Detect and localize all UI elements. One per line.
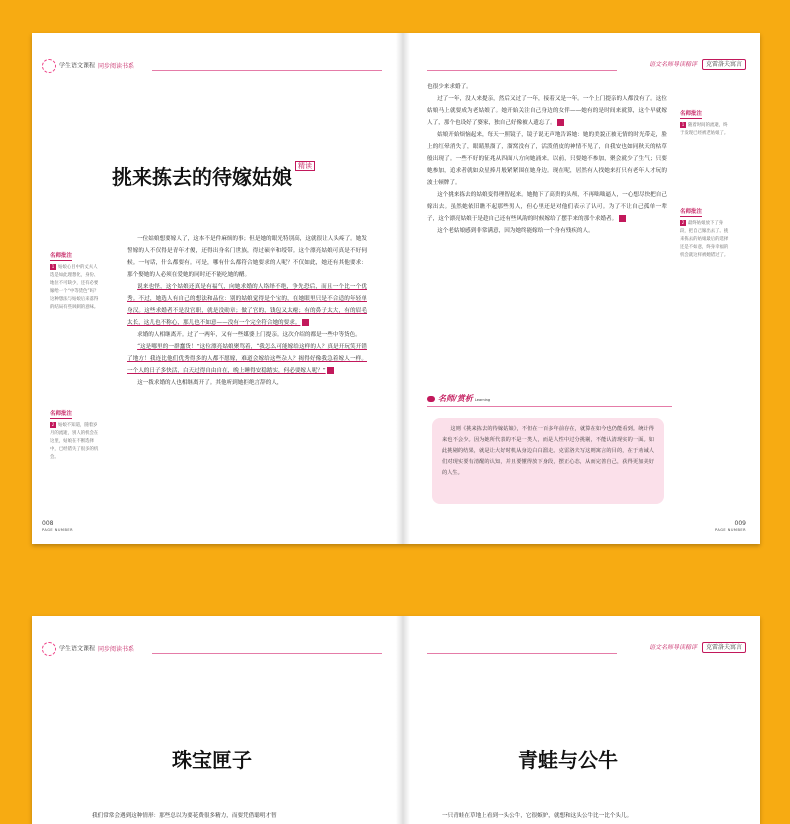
note-label: 名师批注 (680, 111, 703, 117)
story-title-right: 青蛙与公牛 (518, 748, 618, 772)
note-number: 1 (51, 264, 55, 269)
annotation-marker: 1 (557, 119, 564, 126)
book-spread-lower (32, 616, 760, 824)
flower-ornament-icon (42, 642, 56, 656)
paragraph (427, 189, 667, 225)
appreciation-text: 这则《挑来拣去的待嫁姑娘》，不但在一百多年前存在，就算在如今也仍能看到。统计得来也不会少。因为她所代表的不是一类人，而是人性中过分挑剔，不能认清现实的一面。如此挑剔的结果，就是让大好时机从身边白白溜走。克雷洛夫写这则寓言的目的，在于劝诫人们对现实要有清醒的认知，并且要懂得放下身段，摆正心态，从而完善自己，获得更加美好的人生。 (442, 426, 654, 476)
appreciation-heading (427, 393, 490, 404)
page-number: 008 (42, 520, 54, 527)
margin-note (680, 111, 730, 138)
page-number: 009 (734, 520, 746, 527)
header-label: 学生语文课程 (59, 62, 96, 70)
note-label: 名师批注 (50, 411, 73, 417)
right-page-body (427, 81, 667, 237)
header-book-title: 克雷洛夫寓言 (702, 59, 746, 70)
annotation-marker: 2 (327, 367, 334, 374)
paragraph: 这一拨求婚的人也相继离开了。其他听到她拒绝言辞的人， (137, 380, 283, 386)
running-header-left (42, 642, 134, 656)
intensive-reading-badge: 精读 (295, 161, 315, 171)
paragraph: 也很少来求婚了。 (427, 84, 472, 90)
page-number-left (42, 520, 73, 534)
header-rule-right (427, 653, 617, 654)
book-gutter (396, 33, 410, 544)
story-title-left: 珠宝匣子 (172, 748, 252, 772)
header-tag: 语文名师导读精评 (648, 644, 697, 651)
running-header-right (649, 642, 746, 651)
left-page-body (127, 233, 367, 389)
note-text: 最终姑娘放下了身段，把自己嫁出去了。挑来拣去的姑娘最后的选择还是不如意，终身幸福的机会就这样被她错过了。 (680, 221, 729, 258)
paragraph (427, 93, 667, 129)
annotated-text: “这是哪里的一群蠢货！”这位漂亮姑娘聚骂着，“我怎么可能嫁给这样的人？真是开玩笑开错了地方！我连比他们优秀得多的人都不愿嫁，难道会嫁给这些杂人？揭得好像我急着嫁人一样。一个人的日子多快活，白天过得自由自在，晚上睡得安稳踏实，何必要嫁人呢？” (127, 344, 367, 374)
note-text: 姑娘心目中的丈夫人选是如此理想化，身份、地位不可缺少，还有必要嫁给一个“中等货色”吗？这种想法与姑娘后来落得的结局有些讽刺的意味。 (50, 265, 99, 310)
appreciation-subtitle: Learning (474, 398, 491, 402)
page-number-right (715, 520, 746, 534)
running-header-right (649, 59, 746, 68)
story-title-text: 挑来拣去的待嫁姑娘 (112, 165, 292, 189)
book-spread-upper (32, 33, 760, 544)
page-number-caption: PAGE NUMBER (42, 528, 73, 532)
header-rule-left (152, 70, 382, 71)
paragraph-text: 这个挑来拣去的姑娘变得理智起来。她抛下了高贵的头颅，不再咄咄逼人，一心想尽快把自己嫁出去。虽然她依旧瞧不起那些男人，但心里还是对他们表示了认可。为了不让自己孤单一辈子，这个漂亮姑娘于是趁自己还有些风韵的时候嫁给了摆手来的那个求婚者。 (427, 192, 667, 222)
paragraph: 一位姑娘想要嫁人了，这本不是件麻烦的事；但是她的眼光特别高，这就很让人头疼了。她发誓嫁的人不仅得是青年才俊，还得出身名门世族，得过硕辛和绶带。这个漂亮姑娘可真是不好伺候。一句话，什么都要有。可是，哪有什么都符合她要求的人呢？不仅如此，她还有其他要求：那个娶她的人必须在爱她的同时还不能吃她的醋。 (127, 236, 367, 278)
story-title (112, 161, 315, 190)
note-number: 2 (51, 422, 55, 427)
header-tag: 语文名师导读精评 (648, 61, 697, 68)
note-text: 姑娘不知道，随着岁月的流逝，别人的机会在这里，姑娘在不断选择中，已经错失了很多的机会。 (50, 423, 99, 460)
flower-ornament-icon (42, 59, 56, 73)
header-series: 同步阅读书系 (98, 62, 135, 70)
margin-note (50, 253, 100, 312)
appreciation-rule (427, 406, 672, 407)
header-series: 同步阅读书系 (98, 645, 135, 653)
note-label: 名师批注 (680, 209, 703, 215)
margin-note (50, 411, 100, 462)
appreciation-title: 名师/赏析 (438, 394, 473, 403)
annotation-marker: 1 (302, 319, 309, 326)
right-first-line: 一只青蛙在草地上看到一头公牛，它很嫉妒，就想和这头公牛比一比个头儿。 (442, 813, 633, 819)
note-number: 1 (681, 122, 685, 127)
annotation-marker: 2 (619, 215, 626, 222)
annotated-text: 说来也怪，这个姑娘还真是有福气，向她求婚的人络绎不绝，争先恐后，而且一个比一个优秀。不过，她选人有自己的想法和品位：别的姑娘觉得是个宝的，在她眼里只是不合适的年轻单身汉。这些求婚者不是没官职，就是没勋章；做了官的，钱包又太瘪；有的鼻子太大，有的眉毛太长，这儿也不称心，那儿也不如意——没有一个完全符合她的要求。 (127, 284, 367, 326)
header-book-title: 克雷洛夫寓言 (702, 642, 746, 653)
paragraph (127, 341, 367, 377)
book-gutter (396, 616, 410, 824)
header-label: 学生语文课程 (59, 645, 96, 653)
paragraph: 这个老姑娘感到非常满意，因为她终能嫁给一个身有残疾的人。 (437, 228, 594, 234)
heart-icon (427, 396, 435, 402)
left-first-line: 我们常常会遇到这种情形：那些总以为要花费很多精力，而要凭借聪明才智 (92, 813, 277, 819)
running-header-left (42, 59, 134, 73)
margin-note (680, 209, 730, 260)
note-label: 名师批注 (50, 253, 73, 259)
paragraph-text: 过了一年，没人来提亲，然后又过了一年，接着又是一年。一个上门提亲的人都没有了。这位姑娘马上就要成为老姑娘了。她开始关注自己身边的女伴——她有的是时间来就算，这个早就嫁人了，那个也设好了婆家，独自己好像被人遗忘了。 (427, 96, 667, 126)
paragraph: 姑娘开始烦恼起来，每天一照镜子，镜子说无声地告诉她：她的美貌正被无情的时光带走，脸上的红晕消失了，眼睛黑溜了，溜窝没有了，活泼俏皮的神情不见了，自我安也如同秋天的枯草般出现了。一些不好的征兆从四面八方向她涌来。以前，只要她不参加，聚会就少了生气；只要她参加，追求者就如众星捧月般紧紧围在她身边。现在呢，居然有人找她来打只有老年人才玩的波士顿牌了。 (427, 132, 667, 186)
paragraph (127, 281, 367, 329)
note-text: 随着时间的流逝，终于发现已经被老姑娘了。 (680, 123, 729, 136)
page-number-caption: PAGE NUMBER (715, 528, 746, 532)
paragraph: 求婚的人相继离开。过了一两年，又有一些媒婆上门提亲。这次介绍的都是一些中等货色。 (137, 332, 361, 338)
header-rule-right (427, 70, 617, 71)
header-rule-left (152, 653, 382, 654)
appreciation-box (432, 418, 664, 504)
note-number: 2 (681, 220, 685, 225)
